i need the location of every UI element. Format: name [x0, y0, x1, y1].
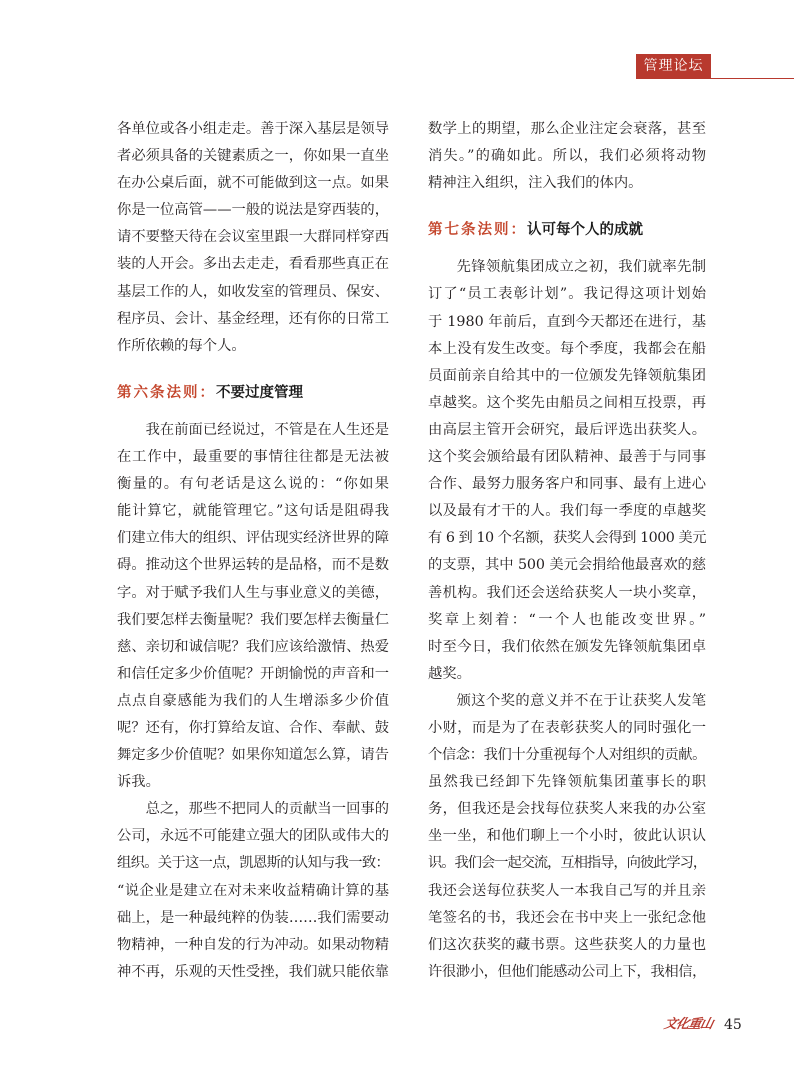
- paragraph: [117, 417, 389, 796]
- section-heading: [428, 216, 706, 243]
- text-line: 合作、最努力服务客户和同事、最有上进心: [428, 476, 706, 493]
- text-line: 总之，那些不把同人的贡献当一回事的: [145, 801, 389, 818]
- text-line: 公司，永远不可能建立强大的团队或伟大的: [117, 828, 389, 845]
- text-line: 我们要怎样去衡量呢？我们要怎样去衡量仁: [117, 611, 389, 628]
- magazine-logo: 文化重山: [662, 1017, 714, 1032]
- section-heading: [117, 379, 389, 406]
- text-line: 消失。”的确如此。所以，我们必须将动物: [428, 148, 706, 165]
- text-line: 装的人开会。多出去走走，看看那些真正在: [117, 256, 389, 273]
- text-line: 各单位或各小组走走。善于深入基层是领导: [117, 121, 389, 137]
- text-line: 神不再，乐观的天性受挫，我们就只能依靠: [117, 963, 389, 980]
- text-line: 慈、亲切和诚信呢？我们应该给激情、热爱: [117, 638, 389, 655]
- text-line: 于 1980 年前后，直到今天都还在进行，基: [428, 313, 706, 330]
- text-line: 们这次获奖的藏书票。这些获奖人的力量也: [428, 936, 706, 953]
- text-line: 能计算它，就能管理它。”这句话是阻碍我: [117, 503, 389, 520]
- left-column: [117, 116, 389, 986]
- rule-label: 第六条法则：: [117, 383, 216, 401]
- text-line: 衡量的。有句老话是这么说的：“你如果: [117, 476, 389, 493]
- text-line: 许很渺小，但他们能感动公司上下，我相信，: [428, 963, 706, 980]
- paragraph: [117, 796, 389, 986]
- paragraph: [428, 254, 706, 688]
- text-line: 时至今日，我们依然在颁发先锋领航集团卓: [428, 638, 706, 655]
- text-line: 本上没有发生改变。每个季度，我都会在船: [428, 340, 706, 357]
- text-line: 坐一坐，和他们聊上一个小时，彼此认识认: [428, 828, 706, 845]
- text-line: 虽然我已经卸下先锋领航集团董事长的职: [428, 774, 706, 791]
- text-line: 我在前面已经说过，不管是在人生还是: [145, 421, 389, 438]
- right-column: [428, 116, 706, 986]
- text-line: 个信念：我们十分重视每个人对组织的贡献。: [428, 747, 706, 764]
- text-line: 组织。关于这一点，凯恩斯的认知与我一致：: [117, 855, 389, 872]
- text-line: 碍。推动这个世界运转的是品格，而不是数: [117, 557, 389, 574]
- rule-title: 认可每个人的成就: [527, 222, 643, 239]
- text-line: 员面前亲自给其中的一位颁发先锋领航集团: [428, 367, 706, 384]
- page-number: 45: [724, 1017, 742, 1033]
- text-line: 小财，而是为了在表彰获奖人的同时强化一: [428, 719, 706, 736]
- text-line: 的支票，其中 500 美元会捐给他最喜欢的慈: [428, 557, 706, 574]
- rule-title: 不要过度管理: [216, 384, 303, 401]
- text-line: 颁这个奖的意义并不在于让获奖人发笔: [456, 692, 706, 709]
- text-line: 础上，是一种最纯粹的伪装……我们需要动: [117, 909, 389, 926]
- text-line: 在工作中，最重要的事情往往都是无法被: [117, 449, 389, 466]
- text-line: 和信任定多少价值呢？开朗愉悦的声音和一: [117, 665, 389, 682]
- text-line: 请不要整天待在会议室里跟一大群同样穿西: [117, 229, 389, 246]
- text-line: 者必须具备的关键素质之一，你如果一直坐: [117, 148, 389, 165]
- text-line: 善机构。我们还会送给获奖人一块小奖章，: [428, 584, 706, 601]
- paragraph: [428, 688, 706, 986]
- text-line: 字。对于赋予我们人生与事业意义的美德，: [117, 584, 389, 601]
- text-line: 舞定多少价值呢？如果你知道怎么算，请告: [117, 747, 389, 764]
- text-line: 卓越奖。这个奖先由船员之间相互投票，再: [428, 394, 706, 411]
- text-line: 订了“员工表彰计划”。我记得这项计划始: [428, 286, 706, 303]
- text-line: 先锋领航集团成立之初，我们就率先制: [456, 259, 706, 276]
- rule-label: 第七条法则：: [428, 221, 527, 239]
- text-line: 奖章上刻着：“一个人也能改变世界。”: [428, 611, 706, 628]
- text-line: 务，但我还是会找每位获奖人来我的办公室: [428, 801, 706, 818]
- text-line: 诉我。: [117, 774, 160, 791]
- text-line: 程序员、会计、基金经理，还有你的日常工: [117, 310, 389, 327]
- text-line: 越奖。: [428, 665, 471, 682]
- text-line: 们建立伟大的组织、评估现实经济世界的障: [117, 530, 389, 547]
- text-line: 识。我们会一起交流，互相指导，向彼此学习，: [428, 855, 706, 872]
- text-line: 数学上的期望，那么企业注定会衰落，甚至: [428, 121, 706, 137]
- text-line: “说企业是建立在对未来收益精确计算的基: [117, 882, 389, 899]
- header-rule: [636, 78, 794, 79]
- text-line: 精神注入组织，注入我们的体内。: [428, 175, 643, 192]
- text-line: 呢？还有，你打算给友谊、合作、奉献、鼓: [117, 719, 389, 736]
- text-line: 以及最有才干的人。我们每一季度的卓越奖: [428, 503, 706, 520]
- paragraph: [117, 116, 389, 360]
- text-line: 作所依赖的每个人。: [117, 337, 246, 354]
- text-line: 点点自豪感能为我们的人生增添多少价值: [117, 692, 389, 709]
- text-line: 由高层主管开会研究，最后评选出获奖人。: [428, 421, 706, 438]
- paragraph: [428, 116, 706, 197]
- text-line: 我还会送每位获奖人一本我自己写的并且亲: [428, 882, 706, 899]
- text-line: 物精神，一种自发的行为冲动。如果动物精: [117, 936, 389, 953]
- text-line: 在办公桌后面，就不可能做到这一点。如果: [117, 175, 389, 192]
- text-line: 你是一位高管——一般的说法是穿西装的，: [117, 202, 389, 219]
- text-line: 有 6 到 10 个名额，获奖人会得到 1000 美元: [428, 530, 706, 547]
- text-line: 笔签名的书，我还会在书中夹上一张纪念他: [428, 909, 706, 926]
- text-line: 基层工作的人，如收发室的管理员、保安、: [117, 283, 389, 300]
- section-tab: 管理论坛: [636, 54, 711, 78]
- text-line: 这个奖会颁给最有团队精神、最善于与同事: [428, 449, 706, 466]
